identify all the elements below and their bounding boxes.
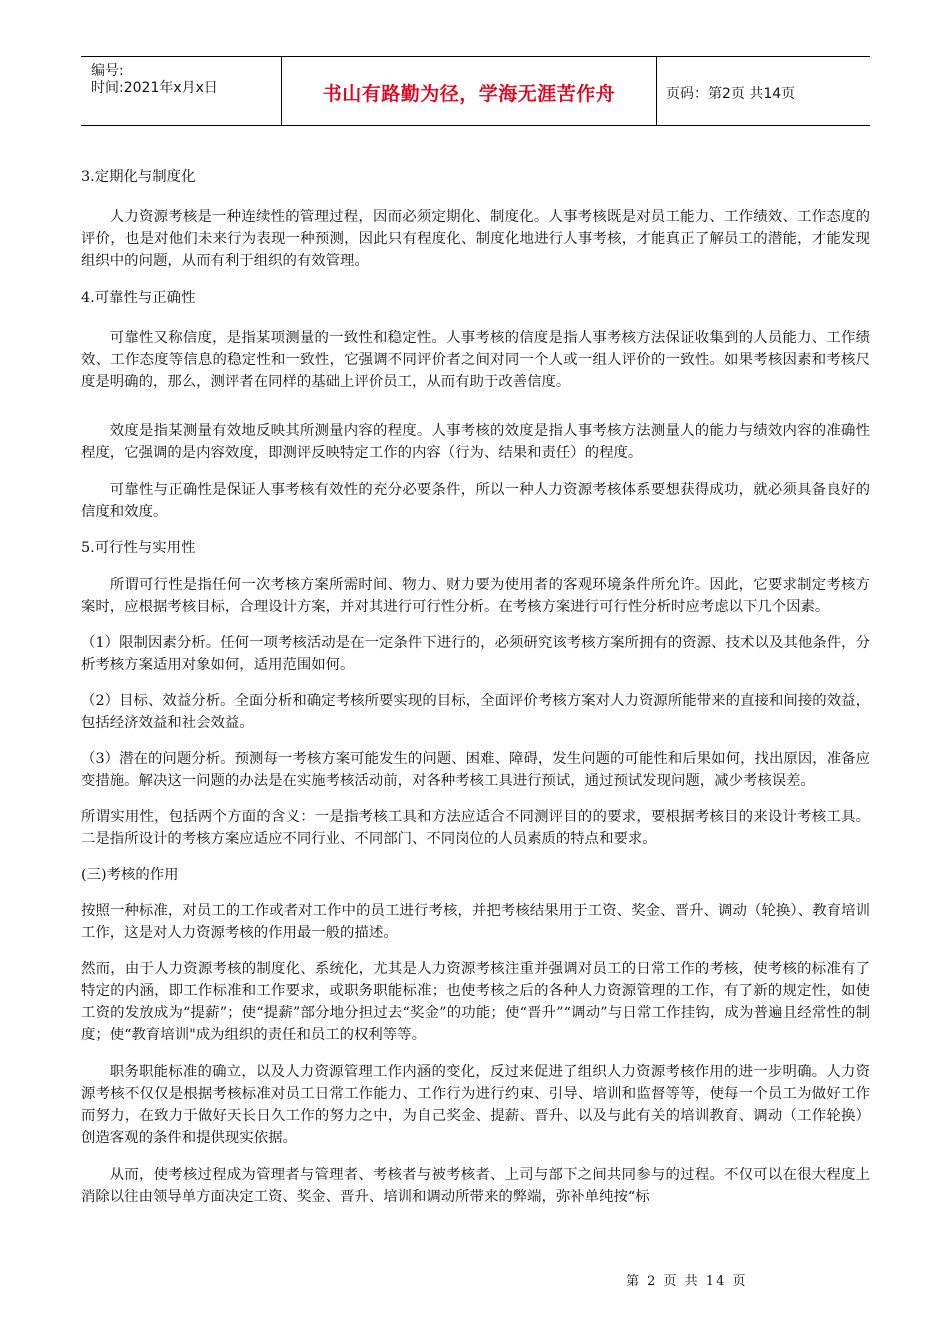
paragraph: 从而，使考核过程成为管理者与管理者、考核者与被考核者、上司与部下之间共同参与的过程。不仅可以在很大程度上消除以往由领导单方面决定工资、奖金、晋升、培训和调动所带来的弊端，弥补单纯按“标 — [81, 1167, 870, 1205]
section-heading: 5.可行性与实用性 — [81, 540, 196, 556]
paragraph: 效度是指某测量有效地反映其所测量内容的程度。人事考核的效度是指人事考核方法测量人的能力与绩效内容的准确性程度，它强调的是内容效度，即测评反映特定工作的内容（行为、结果和责任）的程度。 — [81, 423, 870, 461]
paragraph: 人力资源考核是一种连续性的管理过程，因而必须定期化、制度化。人事考核既是对员工能力、工作绩效、工作态度的评价，也是对他们未来行为表现一种预测，因此只有程度化、制度化地进行人事考核，才能真正了解员工的潜能，才能发现组织中的问题，从而有利于组织的有效管理。 — [81, 209, 870, 269]
paragraph: （2）目标、效益分析。全面分析和确定考核所要实现的目标，全面评价考核方案对人力资源所能带来的直接和间接的效益，包括经济效益和社会效益。 — [81, 693, 870, 731]
paragraph: 可靠性又称信度，是指某项测量的一致性和稳定性。人事考核的信度是指人事考核方法保证收集到的人员能力、工作绩效、工作态度等信息的稳定性和一致性，它强调不同评价者之间对同一个人或一组人评价的一致性。如果考核因素和考核尺度是明确的，那么，测评者在同样的基础上评价员工，从而有助于改善信度。 — [81, 330, 870, 390]
paragraph: 可靠性与正确性是保证人事考核有效性的充分必要条件，所以一种人力资源考核体系要想获得成功，就必须具备良好的信度和效度。 — [81, 482, 870, 520]
header-meta-cell — [81, 57, 281, 125]
section-heading: 4.可靠性与正确性 — [81, 290, 196, 306]
page-header — [81, 56, 870, 126]
paragraph: （1）限制因素分析。任何一项考核活动是在一定条件下进行的，必须研究该考核方案所拥有的资源、技术以及其他条件，分析考核方案适用对象如何，适用范围如何。 — [81, 635, 870, 673]
paragraph: 然而，由于人力资源考核的制度化、系统化，尤其是人力资源考核注重并强调对员工的日常工作的考核，使考核的标准有了特定的内涵，即工作标准和工作要求，或职务职能标准；也使考核之后的各种人力资源管理的工作，有了新的规定性，如使工资的发放成为“提薪”；使“提薪”部分地分担过去“奖金”的功能；使“晋升”“调动”与日常工作挂钩，成为普遍且经常性的制度；使“教育培训"成为组织的责任和员工的权利等等。 — [81, 961, 870, 1043]
header-motto: 书山有路勤为径，学海无涯苦作舟 — [322, 83, 616, 105]
header-page-cell — [656, 57, 870, 125]
document-number-label: 编号: — [91, 63, 124, 79]
paragraph: 所谓可行性是指任何一次考核方案所需时间、物力、财力要为使用者的客观环境条件所允许。因此，它要求制定考核方案时，应根据考核目标，合理设计方案，并对其进行可行性分析。在考核方案进行可行性分析时应考虑以下几个因素。 — [81, 577, 870, 615]
document-body — [81, 160, 870, 1208]
paragraph: 按照一种标准，对员工的工作或者对工作中的员工进行考核，并把考核结果用于工资、奖金、晋升、调动（轮换）、教育培训工作，这是对人力资源考核的作用最一般的描述。 — [81, 903, 870, 941]
section-heading: (三)考核的作用 — [81, 867, 179, 883]
header-page-label: 页码：第2页 共14页 — [666, 86, 796, 102]
paragraph: 所谓实用性，包括两个方面的含义：一是指考核工具和方法应适合不同测评目的的要求，要根据考核目的来设计考核工具。二是指所设计的考核方案应适应不同行业、不同部门、不同岗位的人员素质的特点和要求。 — [81, 809, 870, 847]
paragraph: （3）潜在的问题分析。预测每一考核方案可能发生的问题、困难、障碍，发生问题的可能性和后果如何，找出原因，准备应变措施。解决这一问题的办法是在实施考核活动前，对各种考核工具进行预试，通过预试发现问题，减少考核误差。 — [81, 751, 870, 789]
header-motto-cell — [281, 57, 657, 125]
page-footer: 第 2 页 共 14 页 — [626, 1274, 748, 1289]
document-time-label: 时间:2021年x月x日 — [91, 80, 218, 96]
paragraph: 职务职能标准的确立，以及人力资源管理工作内涵的变化，反过来促进了组织人力资源考核作用的进一步明确。人力资源考核不仅仅是根据考核标准对员工日常工作能力、工作行为进行约束、引导、培训和监督等等，使每一个员工为做好工作而努力，在致力于做好天长日久工作的努力之中，为自己奖金、提薪、晋升、以及与此有关的培训教育、调动（工作轮换）创造客观的条件和提供现实依据。 — [81, 1064, 870, 1146]
section-heading: 3.定期化与制度化 — [81, 169, 196, 185]
